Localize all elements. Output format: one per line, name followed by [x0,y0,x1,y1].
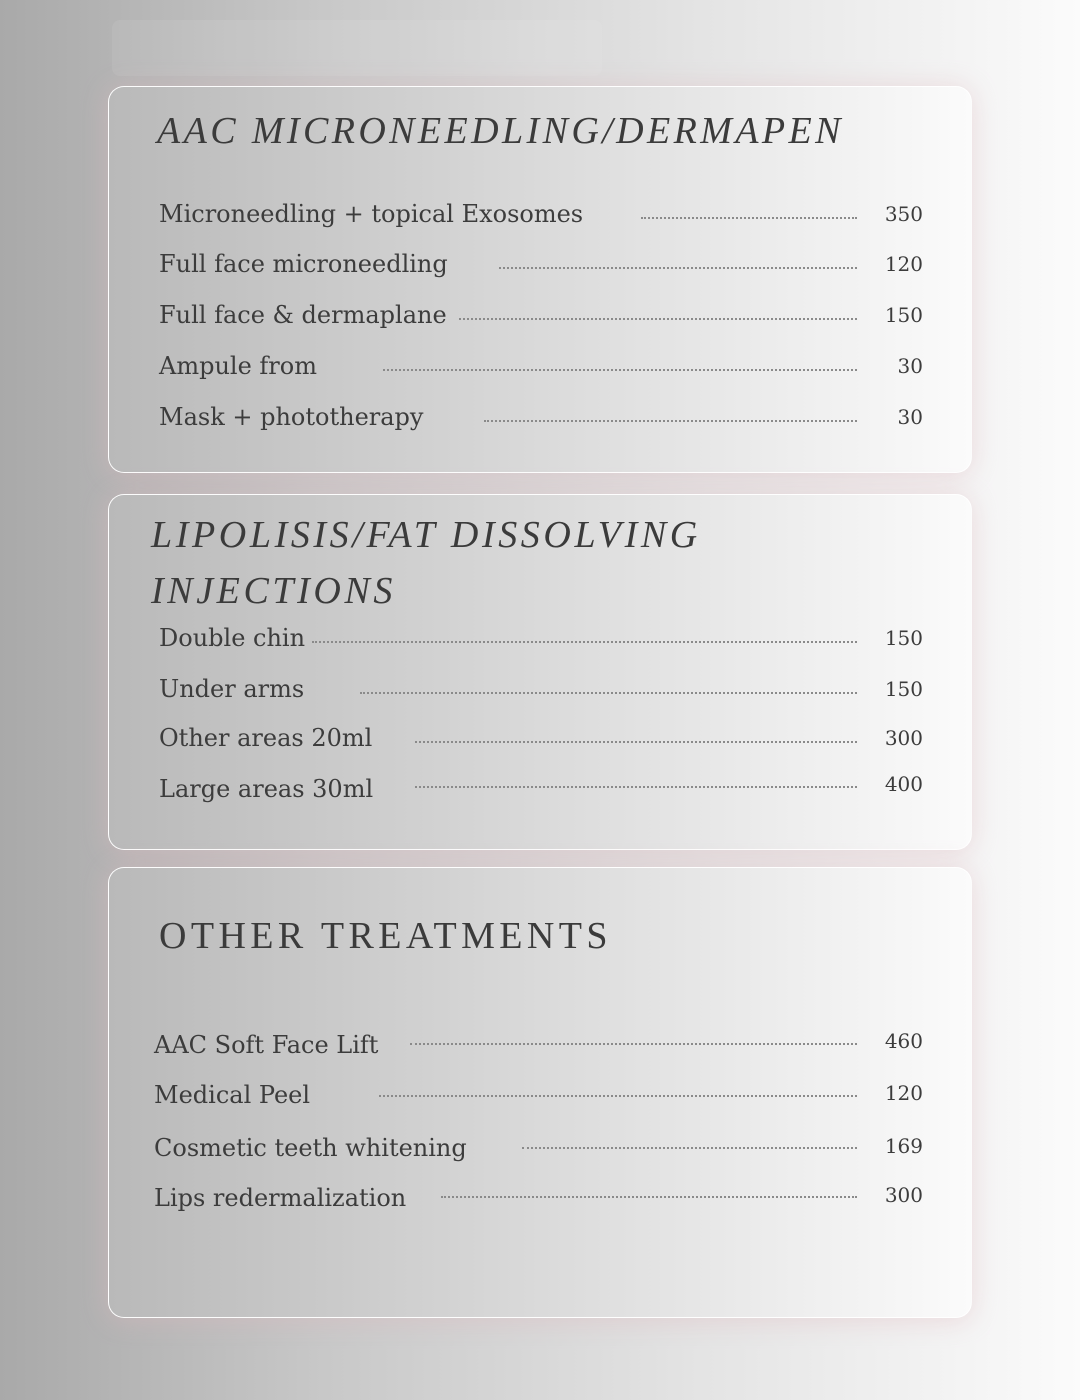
treatment-price: 30 [897,354,923,378]
treatment-price: 30 [897,405,923,429]
dot-leader [499,267,857,269]
price-row [109,721,973,755]
treatment-price: 460 [884,1029,923,1053]
dot-leader [379,1095,857,1097]
section-title: OTHER TREATMENTS [159,915,612,957]
treatment-name: Microneedling + topical Exosomes [159,200,584,228]
dot-leader [459,318,857,320]
section-title: AAC MICRONEEDLING/DERMAPEN [157,110,844,152]
treatment-price: 120 [884,1081,923,1105]
price-row [109,1078,973,1112]
dot-leader [522,1147,857,1149]
price-card-lipolysis [108,494,972,850]
dot-leader [415,741,857,743]
treatment-name: Full face & dermaplane [159,301,447,329]
treatment-name: Double chin [159,624,306,652]
treatment-name: Ampule from [159,352,317,380]
treatment-price: 300 [884,726,923,750]
dot-leader [641,217,857,219]
price-card-other-treatments [108,867,972,1318]
price-row [109,298,973,332]
treatment-name: Medical Peel [154,1081,311,1109]
treatment-name: Full face microneedling [159,250,448,278]
dot-leader [484,420,857,422]
treatment-price: 150 [884,303,923,327]
treatment-name: Mask + phototherapy [159,403,424,431]
dot-leader [441,1196,857,1198]
treatment-price: 150 [884,677,923,701]
treatment-name: Under arms [159,675,305,703]
price-row [109,672,973,706]
treatment-name: Lips redermalization [154,1184,407,1212]
dot-leader [383,369,857,371]
dot-leader [410,1043,857,1045]
price-row [109,1131,973,1165]
treatment-price: 350 [884,202,923,226]
dot-leader [415,786,857,788]
section-title-line-2: INJECTIONS [151,570,396,612]
price-row [109,247,973,281]
price-row [109,400,973,434]
price-row [109,349,973,383]
treatment-price: 150 [884,626,923,650]
treatment-name: Large areas 30ml [159,775,374,803]
treatment-name: AAC Soft Face Lift [154,1031,379,1059]
price-row [109,621,973,655]
treatment-price: 300 [884,1183,923,1207]
price-row [109,772,973,806]
background-blur-shape [112,20,602,76]
dot-leader [312,641,857,643]
treatment-name: Other areas 20ml [159,724,373,752]
treatment-price: 120 [884,252,923,276]
dot-leader [360,692,857,694]
price-row [109,197,973,231]
price-row [109,1181,973,1215]
section-title [151,507,701,619]
price-card-microneedling [108,86,972,473]
section-title-line-1: LIPOLISIS/FAT DISSOLVING [151,514,701,556]
treatment-price: 169 [884,1134,923,1158]
price-row [109,1028,973,1062]
treatment-price: 400 [884,772,923,796]
treatment-name: Cosmetic teeth whitening [154,1134,467,1162]
